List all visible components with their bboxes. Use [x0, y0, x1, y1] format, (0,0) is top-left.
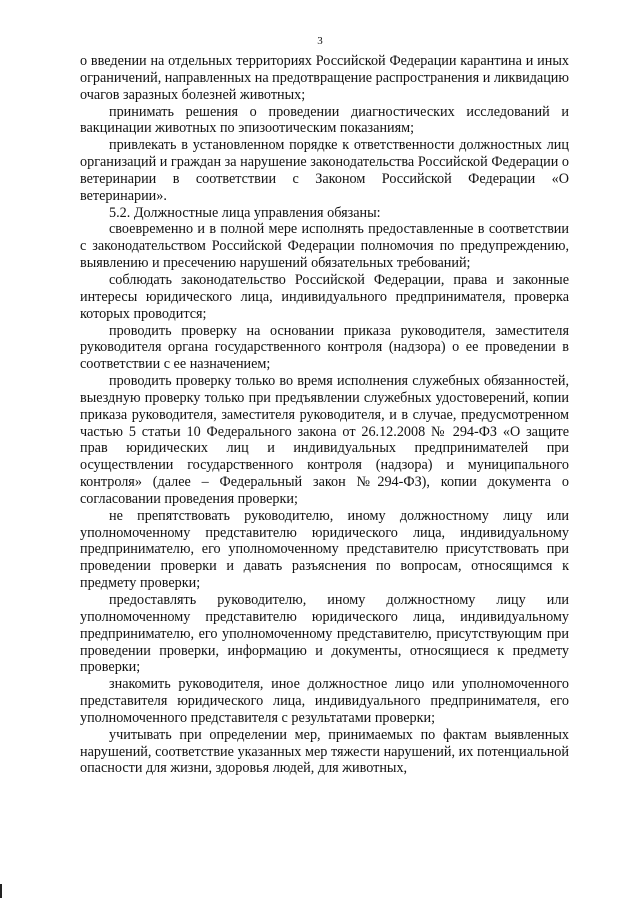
- paragraph: своевременно и в полной мере исполнять предоставленные в соответствии с законодательством Российской Федерации полномочия по предупреждению, выявлению и пресечению нарушений обязательных требований;: [80, 221, 569, 272]
- paragraph: не препятствовать руководителю, иному должностному лицу или уполномоченному представителю юридического лица, индивидуальному предпринимателю, его уполномоченному представителю присутствовать при проведении проверки и давать разъяснения по вопросам, относящимся к предмету проверки;: [80, 507, 569, 592]
- section-heading: 5.2. Должностные лица управления обязаны:: [109, 204, 381, 221]
- paragraph: проводить проверку на основании приказа руководителя, заместителя руководителя органа государственного контроля (надзора) о ее проведении в соответствии с ее назначением;: [80, 322, 569, 373]
- paragraph: знакомить руководителя, иное должностное лицо или уполномоченного представителя юридического лица, индивидуального предпринимателя, его уполномоченного представителя с результатами проверки;: [80, 676, 569, 726]
- paragraph: о введении на отдельных территориях Российской Федерации карантина и иных ограничений, направленных на предотвращение распространения и ликвидацию очагов заразных болезней животных;: [80, 53, 569, 103]
- paragraph: предоставлять руководителю, иному должностному лицу или уполномоченному представителю юридического лица, индивидуальному предпринимателю, его уполномоченному представителю, присутствующим при проведении проверки, информацию и документы, относящиеся к предмету проверки;: [80, 592, 569, 676]
- document-body: [80, 53, 569, 777]
- scan-edge-mark: [0, 884, 2, 898]
- paragraph: привлекать в установленном порядке к ответственности должностных лиц организаций и граждан за нарушение законодательства Российской Федерации о ветеринарии в соответствии с Законом Российской Федерации «О ветеринарии».: [80, 137, 569, 204]
- page-number: 3: [317, 35, 323, 47]
- paragraph: соблюдать законодательство Российской Федерации, права и законные интересы юридического лица, индивидуального предпринимателя, проверка которых проводится;: [80, 271, 569, 322]
- paragraph: учитывать при определении мер, принимаемых по фактам выявленных нарушений, соответствие указанных мер тяжести нарушений, их потенциальной опасности для жизни, здоровья людей, для животных,: [80, 726, 569, 777]
- paragraph: принимать решения о проведении диагностических исследований и вакцинации животных по эпизоотическим показаниям;: [80, 103, 569, 137]
- paragraph: проводить проверку только во время исполнения служебных обязанностей, выездную проверку только при предъявлении служебных удостоверений, копии приказа руководителя, заместителя руководителя, и в случае, предусмотренном частью 5 статьи 10 Федерального закона от 26.12.2008 № 294-ФЗ «О защите прав юридических лиц и индивидуальных предпринимателей при осуществлении государственного контроля (надзора) и муниципального контроля» (далее – Федеральный закон №294-ФЗ), копии документа о согласовании проведения проверки;: [80, 373, 569, 507]
